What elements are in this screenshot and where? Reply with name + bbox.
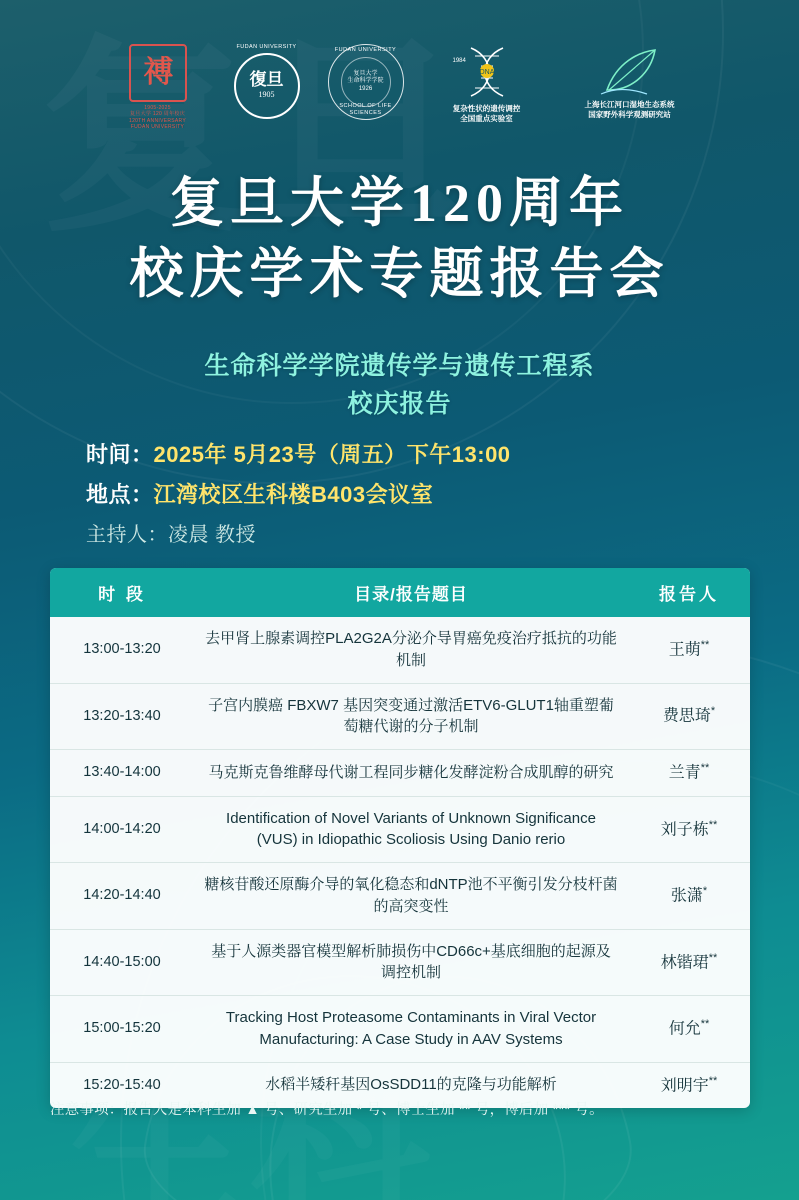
header-time: 时 段	[50, 568, 194, 617]
speaker-degree-mark: **	[708, 1074, 718, 1087]
cell-title: 马克斯克鲁维酵母代谢工程同步糖化发酵淀粉合成肌醇的研究	[194, 750, 628, 797]
anniversary-seal-icon: 禣	[129, 44, 187, 102]
university-founding-year: 1905	[258, 90, 275, 100]
dna-helix-icon	[452, 44, 519, 100]
wetland-leaf-icon	[599, 44, 661, 96]
life-sciences-ring-icon	[328, 44, 404, 120]
title-line-2: 校庆学术专题报告会	[129, 244, 670, 305]
event-place-row	[86, 478, 511, 509]
state-key-laboratory-logo	[432, 44, 542, 124]
table-row	[50, 863, 750, 930]
event-time-label: 时间：	[86, 442, 154, 467]
table-row	[50, 929, 750, 996]
cell-speaker	[628, 996, 750, 1063]
schedule-table-body	[50, 617, 750, 1108]
cell-title: 去甲肾上腺素调控PLA2G2A分泌介导胃癌免疫治疗抵抗的功能机制	[194, 617, 628, 683]
cell-speaker	[628, 863, 750, 930]
table-row	[50, 796, 750, 863]
anniversary-years: 1905-2025	[144, 105, 171, 111]
life-sciences-inner	[341, 57, 391, 107]
cell-time: 13:20-13:40	[50, 683, 194, 750]
event-details	[86, 438, 511, 547]
laboratory-title-line1: 复杂性状的遗传调控	[452, 104, 521, 113]
life-sciences-ring-top-text: FUDAN UNIVERSITY	[334, 47, 397, 53]
cell-time: 14:00-14:20	[50, 796, 194, 863]
event-time-row	[86, 438, 511, 469]
school-of-life-sciences-logo	[328, 44, 404, 120]
footer-note: 注意事项：报告人是本科生加 ▲ 号、研究生加 * 号、博士生加 ** 号，博后加 *** 号。	[50, 1102, 604, 1118]
laboratory-title-line2: 全国重点实验室	[460, 114, 513, 124]
anniversary-en-university: FUDAN UNIVERSITY	[130, 123, 185, 130]
station-title-line1: 上海长江河口湿地生态系统	[584, 100, 675, 109]
speaker-degree-mark: **	[700, 1018, 710, 1030]
header-speaker: 报告人	[628, 568, 750, 617]
table-header-row	[50, 568, 750, 617]
cell-speaker	[628, 796, 750, 863]
speaker-degree-mark: *	[702, 885, 708, 897]
fudan-120-anniversary-logo	[110, 44, 206, 130]
cell-title: 水稻半矮秆基因OsSDD11的克隆与功能解析	[265, 1076, 557, 1094]
speaker-degree-mark: **	[700, 762, 710, 774]
speaker-name: 何允	[668, 1020, 701, 1038]
laboratory-founding-year: 1984	[452, 58, 466, 64]
fudan-university-logo	[234, 44, 300, 123]
event-time-value: 2025年 5月23号（周五）下午13:00	[153, 442, 511, 467]
university-en-name: FUDAN UNIVERSITY	[236, 44, 297, 50]
cell-time: 14:20-14:40	[50, 863, 194, 930]
subtitle-line-1: 生命科学学院遗传学与遗传工程系	[204, 352, 595, 380]
yangtze-estuary-wetland-station-logo	[570, 44, 690, 120]
life-sciences-year: 1926	[358, 85, 373, 92]
event-place-label: 地点：	[86, 482, 154, 507]
event-host: 主持人：凌晨 教授	[86, 524, 257, 546]
cell-title: 糖核苷酸还原酶介导的氧化稳态和dNTP池不平衡引发分枝杆菌的高突变性	[194, 863, 628, 930]
cell-title: 基于人源类器官模型解析肺损伤中CD66c+基底细胞的起源及调控机制	[194, 929, 628, 996]
table-row	[50, 750, 750, 797]
university-seal-icon	[234, 53, 300, 119]
speaker-name: 刘子栋	[660, 820, 709, 838]
event-place-value: 江湾校区生科楼B403会议室	[153, 482, 434, 507]
cell-title: 子宫内膜癌 FBXW7 基因突变通过激活ETV6-GLUT1轴重塑葡萄糖代谢的分子机制	[194, 683, 628, 750]
cell-time: 15:00-15:20	[50, 996, 194, 1063]
speaker-name: 林锴珺	[660, 953, 709, 971]
schedule-table-head	[50, 568, 750, 617]
table-row	[50, 617, 750, 683]
cell-time: 13:00-13:20	[50, 617, 194, 683]
cell-speaker	[628, 750, 750, 797]
life-sciences-cn-school: 生命科学学院	[347, 78, 384, 85]
cell-time: 15:20-15:40	[83, 1076, 161, 1093]
cell-time: 13:40-14:00	[50, 750, 194, 797]
speaker-degree-mark: **	[708, 951, 718, 964]
life-sciences-cn-university: 复旦大学	[353, 71, 378, 78]
life-sciences-ring-bottom-text: SCHOOL OF LIFE SCIENCES	[339, 103, 392, 117]
table-row	[50, 996, 750, 1063]
logo-row	[0, 44, 799, 130]
page-subtitle	[0, 348, 799, 423]
table-row	[50, 683, 750, 750]
anniversary-cn-label: 复旦大学 120 周年校庆	[129, 111, 186, 118]
speaker-degree-mark: *	[710, 705, 716, 718]
cell-title: Tracking Host Proteasome Contaminants in Viral Vector Manufacturing: A Case Study in AAV Systems	[194, 996, 628, 1063]
subtitle-line-2: 校庆报告	[347, 389, 452, 418]
university-cn-name: 復旦	[249, 70, 284, 90]
speaker-degree-mark: **	[700, 638, 710, 651]
page-title	[0, 168, 799, 311]
speaker-degree-mark: **	[708, 818, 718, 831]
cell-title: Identification of Novel Variants of Unknown Significance (VUS) in Idiopathic Scoliosis Using Danio rerio	[194, 796, 628, 863]
header-title: 目录/报告题目	[194, 568, 628, 617]
anniversary-en-label: 120TH ANNIVERSARY	[129, 117, 186, 124]
speaker-name: 兰青	[668, 764, 701, 782]
speaker-name: 张潇	[670, 887, 703, 905]
speaker-name: 王萌	[668, 641, 701, 659]
schedule-table	[50, 568, 750, 1108]
speaker-name: 刘明宇	[660, 1076, 709, 1094]
cell-speaker	[628, 617, 750, 683]
title-line-1: 复旦大学120周年	[170, 173, 629, 233]
station-title-line2: 国家野外科学观测研究站	[588, 110, 671, 120]
svg-text:DNA: DNA	[479, 69, 494, 76]
cell-speaker	[628, 683, 750, 750]
speaker-name: 费思琦	[662, 707, 711, 725]
cell-time: 14:40-15:00	[50, 929, 194, 996]
schedule-table-container	[50, 568, 750, 1108]
cell-speaker	[628, 929, 750, 996]
